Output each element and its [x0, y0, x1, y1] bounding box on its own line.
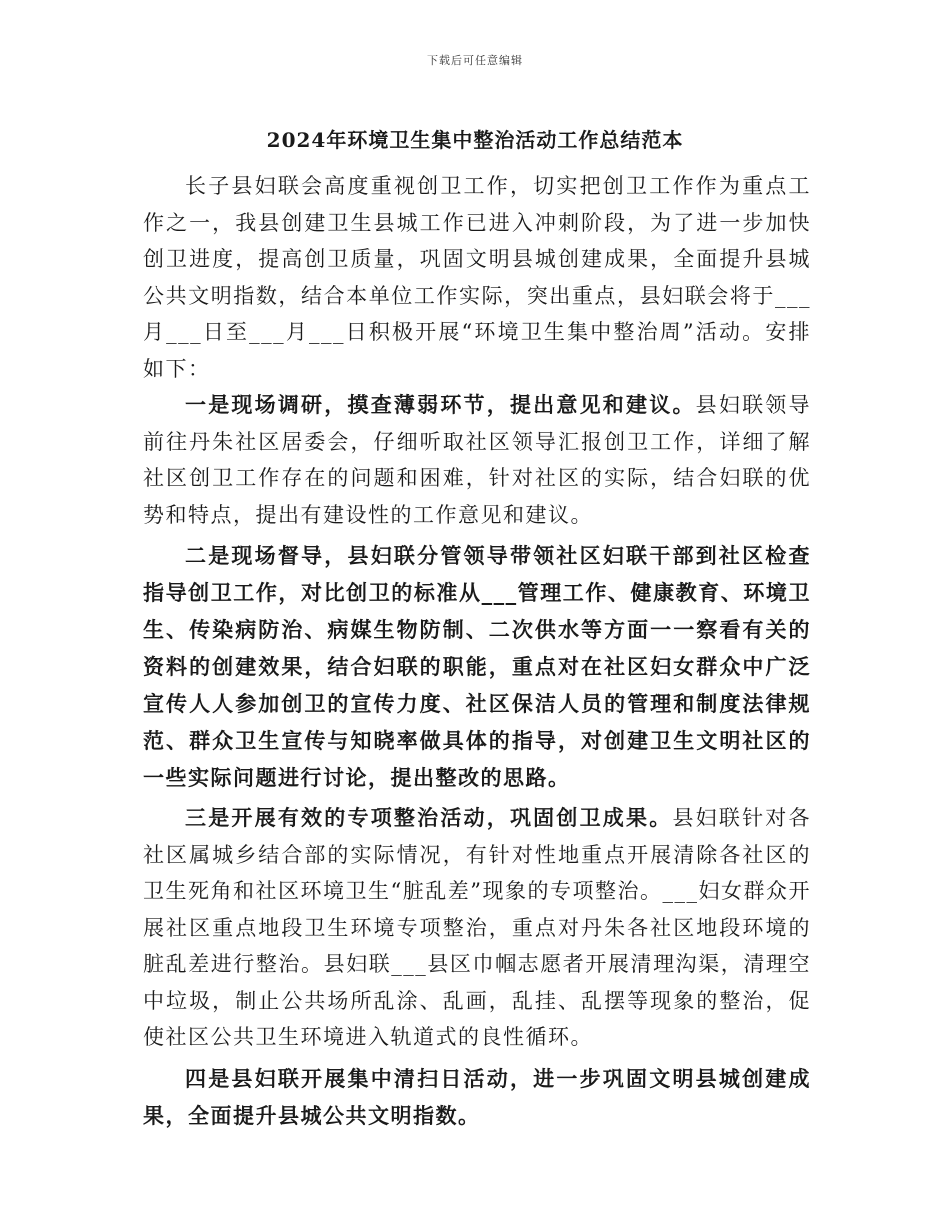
section-3-text: 县妇联针对各社区属城乡结合部的实际情况，有针对性地重点开展清除各社区的卫生死角和社区环境卫生“脏乱差”现象的专项整治。___妇女群众开展社区重点地段卫生环境专项整治，重点对丹朱各社区地段环境的脏乱差进行整治。县妇联___县区巾帼志愿者开展清理沟渠，清理空中垃圾，制止公共场所乱涂、乱画，乱挂、乱摆等现象的整治，促使社区公共卫生环境进入轨道式的良性循环。 [143, 806, 812, 1049]
document-body [143, 168, 811, 1134]
section-1-text: 县妇联领导前往丹朱社区居委会，仔细听取社区领导汇报创卫工作，详细了解社区创卫工作存在的问题和困难，针对社区的实际，结合妇联的优势和特点，提出有建设性的工作意见和建议。 [143, 393, 812, 527]
document-title: 2024年环境卫生集中整治活动工作总结范本 [266, 128, 684, 152]
section-3-paragraph [143, 800, 811, 1056]
section-3-lead: 三是开展有效的专项整治活动，巩固创卫成果。 [185, 805, 673, 830]
intro-paragraph: 长子县妇联会高度重视创卫工作，切实把创卫工作作为重点工作之一，我县创建卫生县城工作已进入冲刺阶段，为了进一步加快创卫进度，提高创卫质量，巩固文明县城创建成果，全面提升县城公共文明指数，结合本单位工作实际，突出重点，县妇联会将于___月___日至___月___日积极开展“环境卫生集中整治周”活动。安排如下： [143, 174, 811, 381]
section-2-paragraph: 二是现场督导，县妇联分管领导带领社区妇联干部到社区检查指导创卫工作，对比创卫的标准从___管理工作、健康教育、环境卫生、传染病防治、病媒生物防制、二次供水等方面一一察看有关的资料的创建效果，结合妇联的职能，重点对在社区妇女群众中广泛宣传人人参加创卫的宣传力度、社区保洁人员的管理和制度法律规范、群众卫生宣传与知晓率做具体的指导，对创建卫生文明社区的一些实际问题进行讨论，提出整改的思路。 [143, 543, 811, 790]
page-header-note: 下载后可任意编辑 [427, 54, 523, 67]
section-4-paragraph: 四是县妇联开展集中清扫日活动，进一步巩固文明县城创建成果，全面提升县城公共文明指数。 [143, 1065, 811, 1128]
section-1-lead: 一是现场调研，摸查薄弱环节，提出意见和建议。 [185, 392, 696, 417]
section-1-paragraph [143, 387, 811, 533]
